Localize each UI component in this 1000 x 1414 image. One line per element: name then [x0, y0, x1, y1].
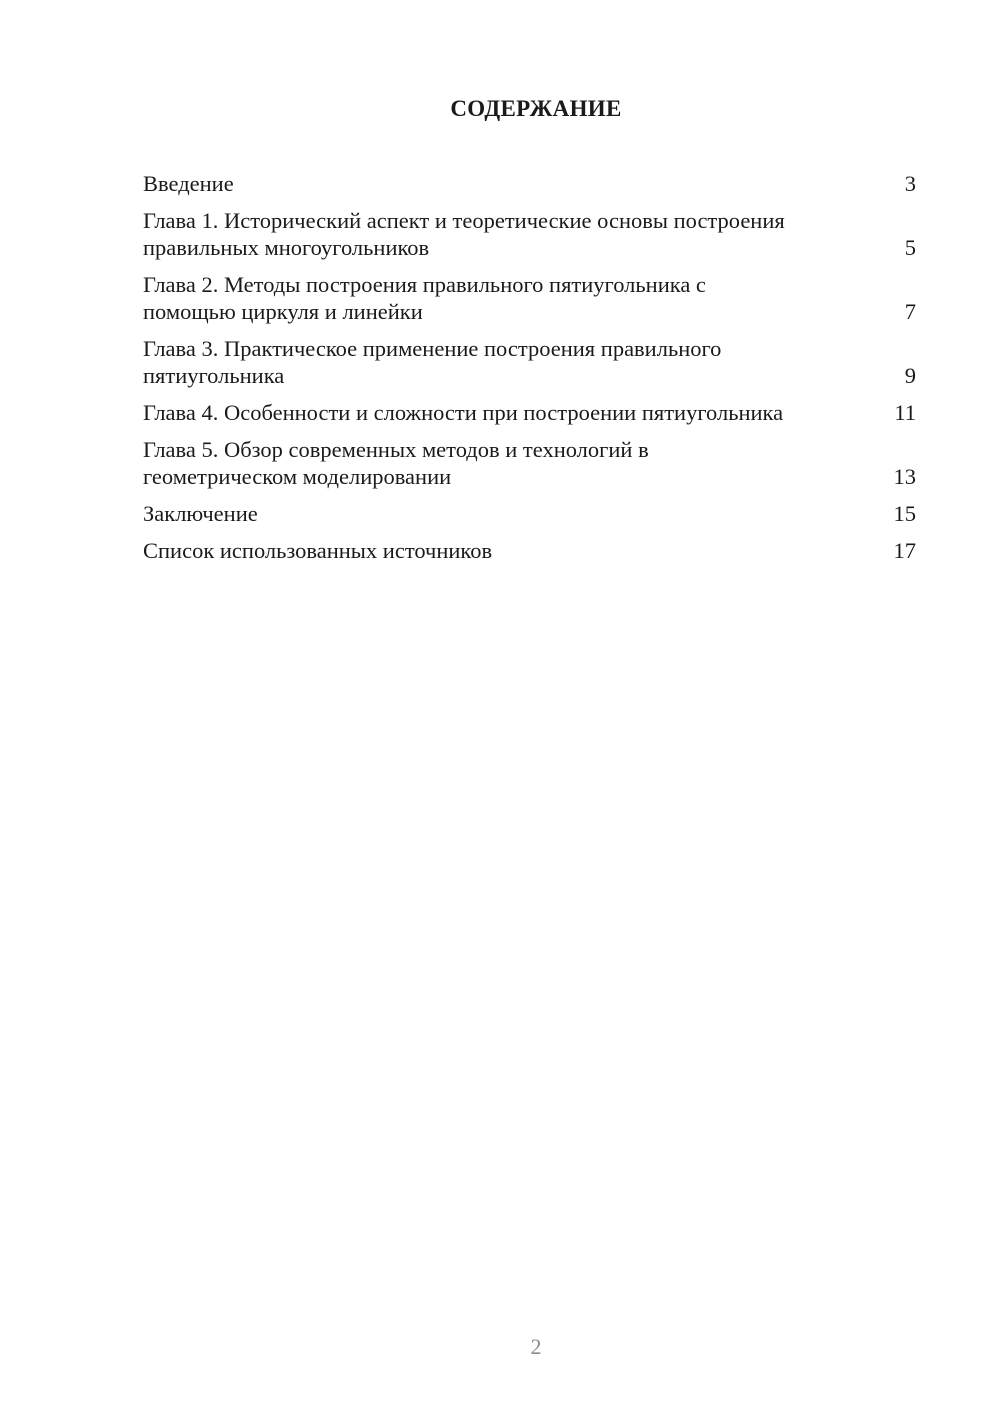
toc-entry-text: Глава 4. Особенности и сложности при построении пятиугольника — [143, 400, 784, 425]
toc-entry-conclusion[interactable] — [143, 500, 920, 527]
toc-entry-page: 5 — [904, 235, 916, 260]
toc-entry-text: Список использованных источников — [143, 538, 493, 563]
toc-entry-chapter-2[interactable] — [143, 271, 920, 325]
toc-entry-text: Заключение — [143, 501, 258, 526]
toc-entry-chapter-5[interactable] — [143, 436, 920, 490]
toc-entry-chapter-3[interactable] — [143, 335, 920, 389]
toc-entry-introduction[interactable] — [143, 170, 920, 197]
toc-entry-page: 9 — [904, 363, 916, 388]
toc-entry-page: 15 — [893, 501, 916, 526]
toc-entry-text: Глава 1. Исторический аспект и теоретические основы построения правильных многоугольников — [143, 208, 785, 260]
toc-entry-text: Введение — [143, 171, 234, 196]
toc-entry-page: 11 — [894, 400, 916, 425]
toc-entry-chapter-4[interactable] — [143, 399, 920, 426]
toc-entry-page: 3 — [904, 171, 916, 196]
toc-entry-text: Глава 5. Обзор современных методов и технологий в геометрическом моделировании — [143, 437, 649, 489]
toc-entry-references[interactable] — [143, 537, 920, 564]
toc-entry-text: Глава 3. Практическое применение построения правильного пятиугольника — [143, 336, 722, 388]
toc-title: СОДЕРЖАНИЕ — [450, 96, 622, 121]
toc-entry-chapter-1[interactable] — [143, 207, 920, 261]
toc-entry-page: 7 — [904, 299, 916, 324]
table-of-contents — [143, 170, 920, 574]
toc-entry-text: Глава 2. Методы построения правильного пятиугольника с помощью циркуля и линейки — [143, 272, 706, 324]
page-number: 2 — [530, 1334, 542, 1359]
toc-entry-page: 17 — [893, 538, 916, 563]
toc-entry-page: 13 — [893, 464, 916, 489]
